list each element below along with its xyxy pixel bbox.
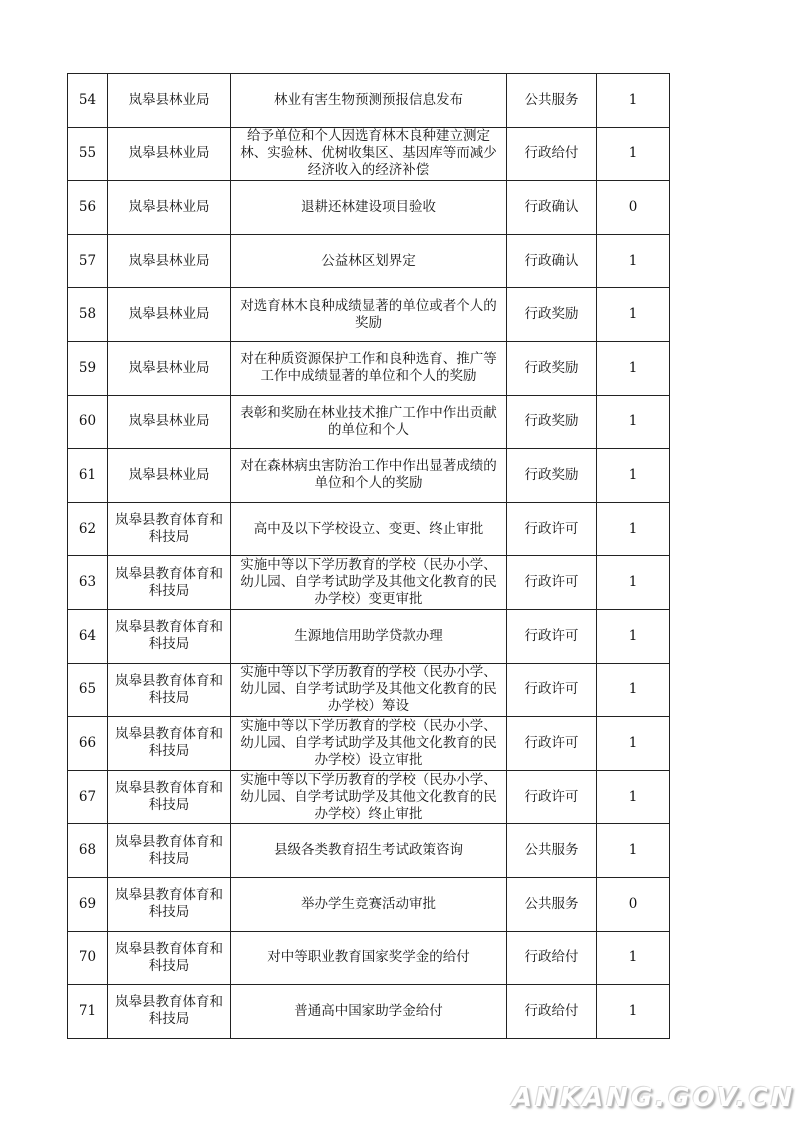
item-name-cell: 对在种质资源保护工作和良种选育、推广等工作中成绩显著的单位和个人的奖励 — [231, 341, 507, 395]
item-type-cell: 行政给付 — [507, 985, 597, 1039]
row-number-cell: 61 — [68, 449, 108, 503]
count-cell: 1 — [597, 931, 670, 985]
site-watermark: ANKANG.GOV.CN — [512, 1083, 796, 1113]
table-row — [68, 824, 670, 878]
item-type-cell: 行政许可 — [507, 717, 597, 771]
item-name-cell: 实施中等以下学历教育的学校（民办小学、幼儿园、自学考试助学及其他文化教育的民办学校）终止审批 — [231, 770, 507, 824]
table-row — [68, 181, 670, 235]
table-row — [68, 288, 670, 342]
count-cell: 1 — [597, 449, 670, 503]
table-row — [68, 985, 670, 1039]
item-type-cell: 公共服务 — [507, 74, 597, 128]
item-type-cell: 行政给付 — [507, 127, 597, 181]
item-name-cell: 对在森林病虫害防治工作中作出显著成绩的单位和个人的奖励 — [231, 449, 507, 503]
row-number-cell: 63 — [68, 556, 108, 610]
item-name-cell: 县级各类教育招生考试政策咨询 — [231, 824, 507, 878]
row-number-cell: 70 — [68, 931, 108, 985]
department-cell: 岚皋县教育体育和科技局 — [108, 609, 231, 663]
item-name-cell: 给予单位和个人因选育林木良种建立测定林、实验林、优树收集区、基因库等而减少经济收入的经济补偿 — [231, 127, 507, 181]
row-number-cell: 64 — [68, 609, 108, 663]
row-number-cell: 65 — [68, 663, 108, 717]
item-type-cell: 行政奖励 — [507, 341, 597, 395]
item-name-cell: 实施中等以下学历教育的学校（民办小学、幼儿园、自学考试助学及其他文化教育的民办学校）设立审批 — [231, 717, 507, 771]
row-number-cell: 62 — [68, 502, 108, 556]
table-row — [68, 502, 670, 556]
row-number-cell: 56 — [68, 181, 108, 235]
row-number-cell: 67 — [68, 770, 108, 824]
row-number-cell: 71 — [68, 985, 108, 1039]
item-name-cell: 公益林区划界定 — [231, 234, 507, 288]
table-row — [68, 395, 670, 449]
count-cell: 1 — [597, 74, 670, 128]
table-row — [68, 770, 670, 824]
item-type-cell: 行政许可 — [507, 502, 597, 556]
department-cell: 岚皋县教育体育和科技局 — [108, 502, 231, 556]
row-number-cell: 57 — [68, 234, 108, 288]
department-cell: 岚皋县教育体育和科技局 — [108, 770, 231, 824]
count-cell: 0 — [597, 877, 670, 931]
item-type-cell: 公共服务 — [507, 877, 597, 931]
row-number-cell: 60 — [68, 395, 108, 449]
department-cell: 岚皋县林业局 — [108, 127, 231, 181]
table-row — [68, 877, 670, 931]
item-name-cell: 举办学生竞赛活动审批 — [231, 877, 507, 931]
department-cell: 岚皋县教育体育和科技局 — [108, 985, 231, 1039]
department-cell: 岚皋县林业局 — [108, 341, 231, 395]
item-type-cell: 行政奖励 — [507, 395, 597, 449]
department-cell: 岚皋县教育体育和科技局 — [108, 824, 231, 878]
item-type-cell: 行政许可 — [507, 609, 597, 663]
item-type-cell: 行政奖励 — [507, 449, 597, 503]
item-name-cell: 普通高中国家助学金给付 — [231, 985, 507, 1039]
table-row — [68, 556, 670, 610]
count-cell: 1 — [597, 609, 670, 663]
department-cell: 岚皋县教育体育和科技局 — [108, 931, 231, 985]
item-type-cell: 行政许可 — [507, 663, 597, 717]
table-row — [68, 449, 670, 503]
count-cell: 0 — [597, 181, 670, 235]
table-row — [68, 663, 670, 717]
item-name-cell: 退耕还林建设项目验收 — [231, 181, 507, 235]
count-cell: 1 — [597, 556, 670, 610]
item-name-cell: 表彰和奖励在林业技术推广工作中作出贡献的单位和个人 — [231, 395, 507, 449]
item-name-cell: 林业有害生物预测预报信息发布 — [231, 74, 507, 128]
item-name-cell: 实施中等以下学历教育的学校（民办小学、幼儿园、自学考试助学及其他文化教育的民办学校）筹设 — [231, 663, 507, 717]
item-type-cell: 行政给付 — [507, 931, 597, 985]
table-row — [68, 341, 670, 395]
department-cell: 岚皋县教育体育和科技局 — [108, 877, 231, 931]
table-row — [68, 609, 670, 663]
count-cell: 1 — [597, 288, 670, 342]
item-name-cell: 对中等职业教育国家奖学金的给付 — [231, 931, 507, 985]
count-cell: 1 — [597, 234, 670, 288]
item-name-cell: 高中及以下学校设立、变更、终止审批 — [231, 502, 507, 556]
table-row — [68, 717, 670, 771]
count-cell: 1 — [597, 395, 670, 449]
item-type-cell: 公共服务 — [507, 824, 597, 878]
table-row — [68, 74, 670, 128]
department-cell: 岚皋县林业局 — [108, 74, 231, 128]
count-cell: 1 — [597, 770, 670, 824]
department-cell: 岚皋县林业局 — [108, 449, 231, 503]
count-cell: 1 — [597, 824, 670, 878]
service-items-table — [67, 73, 670, 1039]
department-cell: 岚皋县教育体育和科技局 — [108, 556, 231, 610]
item-type-cell: 行政奖励 — [507, 288, 597, 342]
item-type-cell: 行政确认 — [507, 181, 597, 235]
row-number-cell: 69 — [68, 877, 108, 931]
row-number-cell: 54 — [68, 74, 108, 128]
department-cell: 岚皋县林业局 — [108, 181, 231, 235]
department-cell: 岚皋县教育体育和科技局 — [108, 717, 231, 771]
row-number-cell: 66 — [68, 717, 108, 771]
item-type-cell: 行政许可 — [507, 556, 597, 610]
row-number-cell: 59 — [68, 341, 108, 395]
table-body — [68, 74, 670, 1039]
table-row — [68, 127, 670, 181]
count-cell: 1 — [597, 717, 670, 771]
count-cell: 1 — [597, 663, 670, 717]
table-row — [68, 234, 670, 288]
count-cell: 1 — [597, 985, 670, 1039]
department-cell: 岚皋县林业局 — [108, 234, 231, 288]
department-cell: 岚皋县林业局 — [108, 288, 231, 342]
row-number-cell: 55 — [68, 127, 108, 181]
row-number-cell: 58 — [68, 288, 108, 342]
count-cell: 1 — [597, 502, 670, 556]
department-cell: 岚皋县教育体育和科技局 — [108, 663, 231, 717]
row-number-cell: 68 — [68, 824, 108, 878]
count-cell: 1 — [597, 341, 670, 395]
item-name-cell: 生源地信用助学贷款办理 — [231, 609, 507, 663]
table-row — [68, 931, 670, 985]
department-cell: 岚皋县林业局 — [108, 395, 231, 449]
item-name-cell: 实施中等以下学历教育的学校（民办小学、幼儿园、自学考试助学及其他文化教育的民办学校）变更审批 — [231, 556, 507, 610]
item-name-cell: 对选育林木良种成绩显著的单位或者个人的奖励 — [231, 288, 507, 342]
item-type-cell: 行政确认 — [507, 234, 597, 288]
count-cell: 1 — [597, 127, 670, 181]
item-type-cell: 行政许可 — [507, 770, 597, 824]
